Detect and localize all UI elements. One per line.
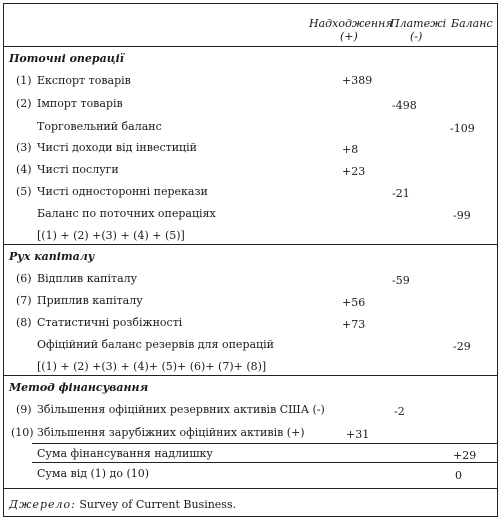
- row-label: Збільшення офіційних резервних активів США (-): [37, 403, 325, 416]
- row-payments: -2: [394, 405, 405, 418]
- row-balance: -29: [453, 340, 471, 353]
- header-balance: Баланс: [451, 17, 493, 30]
- formula-line: [(1) + (2) +(3) + (4) + (5)]: [37, 229, 185, 242]
- header-income: Надходження: [309, 17, 393, 30]
- row-label: Баланс по поточних операціях: [37, 207, 216, 220]
- source-text: Survey of Current Business.: [79, 498, 237, 511]
- row-payments: -498: [392, 99, 417, 112]
- row-number: (7): [16, 294, 32, 307]
- row-label: Чисті послуги: [37, 163, 119, 176]
- header-rule: [4, 46, 497, 47]
- row-balance: -99: [453, 209, 471, 222]
- row-label: Торговельний баланс: [37, 120, 162, 133]
- row-income: +389: [342, 74, 373, 87]
- formula-line: [(1) + (2) +(3) + (4)+ (5)+ (6)+ (7)+ (8)]: [37, 360, 267, 373]
- row-income: +8: [342, 143, 359, 156]
- section-rule: [4, 244, 497, 245]
- row-label: Збільшення зарубіжних офіційних активів (+): [37, 426, 305, 439]
- source-note: [9, 498, 236, 511]
- header-payments: Платежі: [390, 17, 447, 30]
- row-number: (1): [16, 74, 32, 87]
- row-label: Чисті доходи від інвестицій: [37, 141, 197, 154]
- row-label: Приплив капіталу: [37, 294, 143, 307]
- row-label: Сума від (1) до (10): [37, 467, 150, 480]
- row-number: (2): [16, 97, 32, 110]
- row-number: (6): [16, 272, 32, 285]
- section-title-financing: Метод фінансування: [9, 381, 149, 394]
- row-label: Імпорт товарів: [37, 97, 123, 110]
- row-number: (9): [16, 403, 32, 416]
- row-label: Експорт товарів: [37, 74, 131, 87]
- header-payments-sign: (-): [410, 30, 423, 43]
- sum-rule: [32, 462, 497, 463]
- row-label: Відплив капіталу: [37, 272, 138, 285]
- row-label: Офіційний баланс резервів для операцій: [37, 338, 274, 351]
- row-number: (4): [16, 163, 32, 176]
- row-balance: +29: [453, 449, 477, 462]
- section-title-current: Поточні операції: [9, 52, 124, 65]
- header-income-sign: (+): [340, 30, 358, 43]
- section-title-capital: Рух капіталу: [9, 250, 95, 263]
- row-income: +23: [342, 165, 366, 178]
- row-balance: -109: [450, 122, 475, 135]
- section-rule: [4, 375, 497, 376]
- sum-rule: [32, 443, 497, 444]
- source-label: Джерело:: [9, 498, 76, 511]
- row-number: (10): [11, 426, 34, 439]
- row-label: Статистичні розбіжності: [37, 316, 183, 329]
- row-number: (5): [16, 185, 32, 198]
- row-payments: -59: [392, 274, 410, 287]
- row-income: +56: [342, 296, 366, 309]
- row-label: Чисті односторонні перекази: [37, 185, 208, 198]
- row-payments: -21: [392, 187, 410, 200]
- row-label: Сума фінансування надлишку: [37, 447, 213, 460]
- row-number: (3): [16, 141, 32, 154]
- row-income: +31: [346, 428, 370, 441]
- row-balance: 0: [455, 469, 462, 482]
- source-rule: [4, 488, 497, 489]
- row-number: (8): [16, 316, 32, 329]
- row-income: +73: [342, 318, 366, 331]
